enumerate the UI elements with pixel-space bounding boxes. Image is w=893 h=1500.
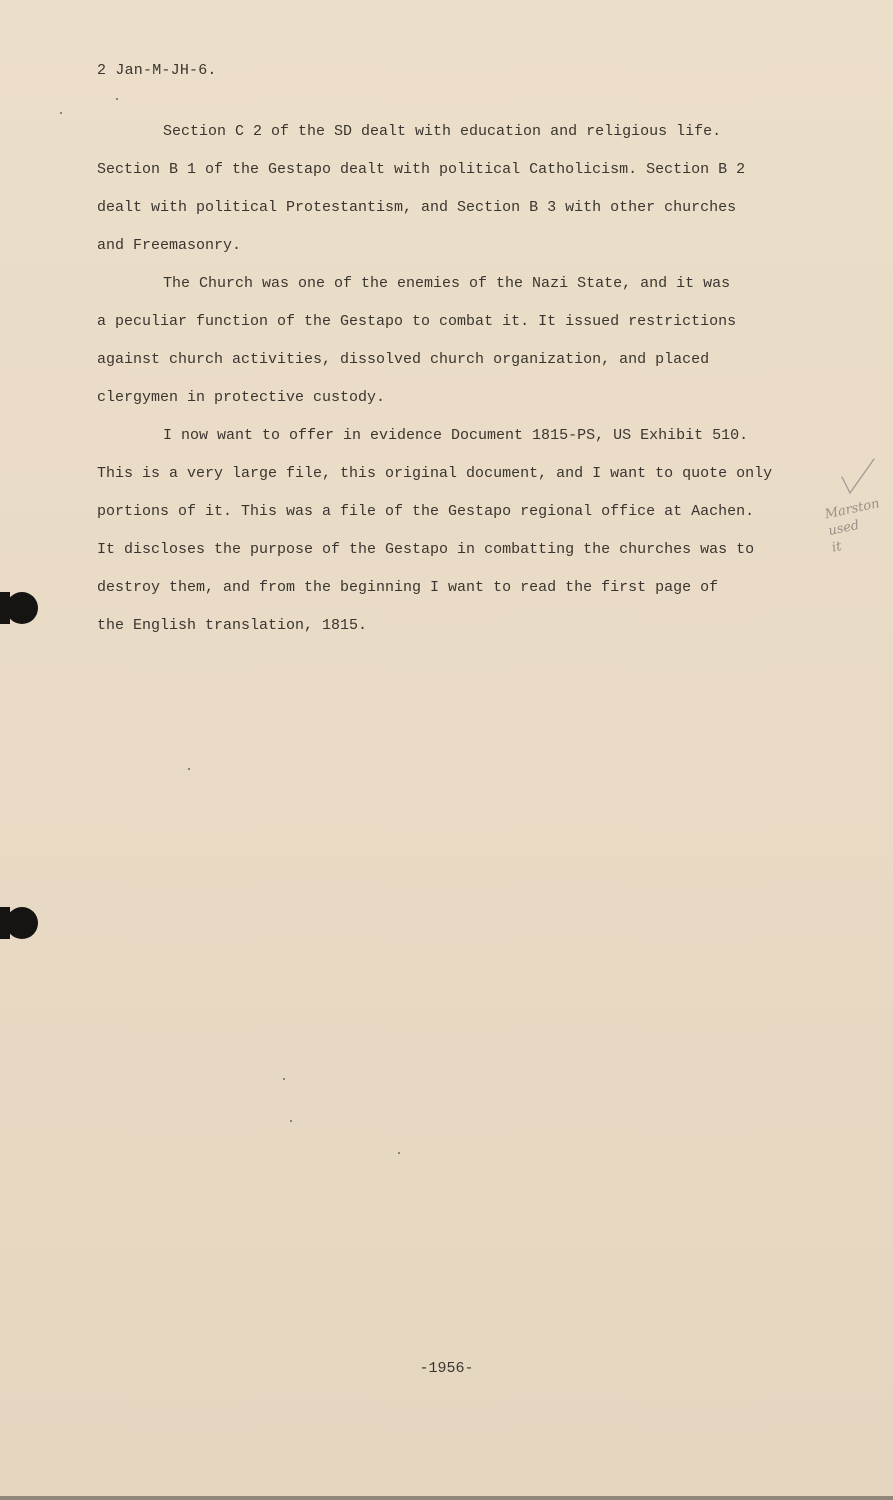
checkmark-icon	[838, 455, 878, 497]
handwritten-annotation: Marston used it	[823, 496, 881, 556]
paragraph-1: Section C 2 of the SD dealt with education and religious life. Section B 1 of the Gestapo dealt with political Catholicism. Section B 2 dealt with political Protestantism, and Section B 3 with other churches and Freemasonry.	[97, 123, 746, 254]
body-text	[97, 113, 827, 645]
document-reference: 2 Jan-M-JH-6.	[97, 62, 217, 79]
punch-hole-icon	[6, 907, 38, 939]
punch-hole-icon	[6, 592, 38, 624]
paragraph-3: I now want to offer in evidence Document 1815-PS, US Exhibit 510. This is a very large file, this original document, and I want to quote only portions of it. This was a file of the Gestapo regional office at Aachen. It discloses the purpose of the Gestapo in combatting the churches was to destroy them, and from the beginning I want to read the first page of the English translation, 1815.	[97, 427, 773, 634]
paragraph-2: The Church was one of the enemies of the Nazi State, and it was a peculiar function of the Gestapo to combat it. It issued restrictions against church activities, dissolved church organization, and placed clergymen in protective custody.	[97, 275, 737, 406]
page-number: -1956-	[419, 1360, 474, 1377]
